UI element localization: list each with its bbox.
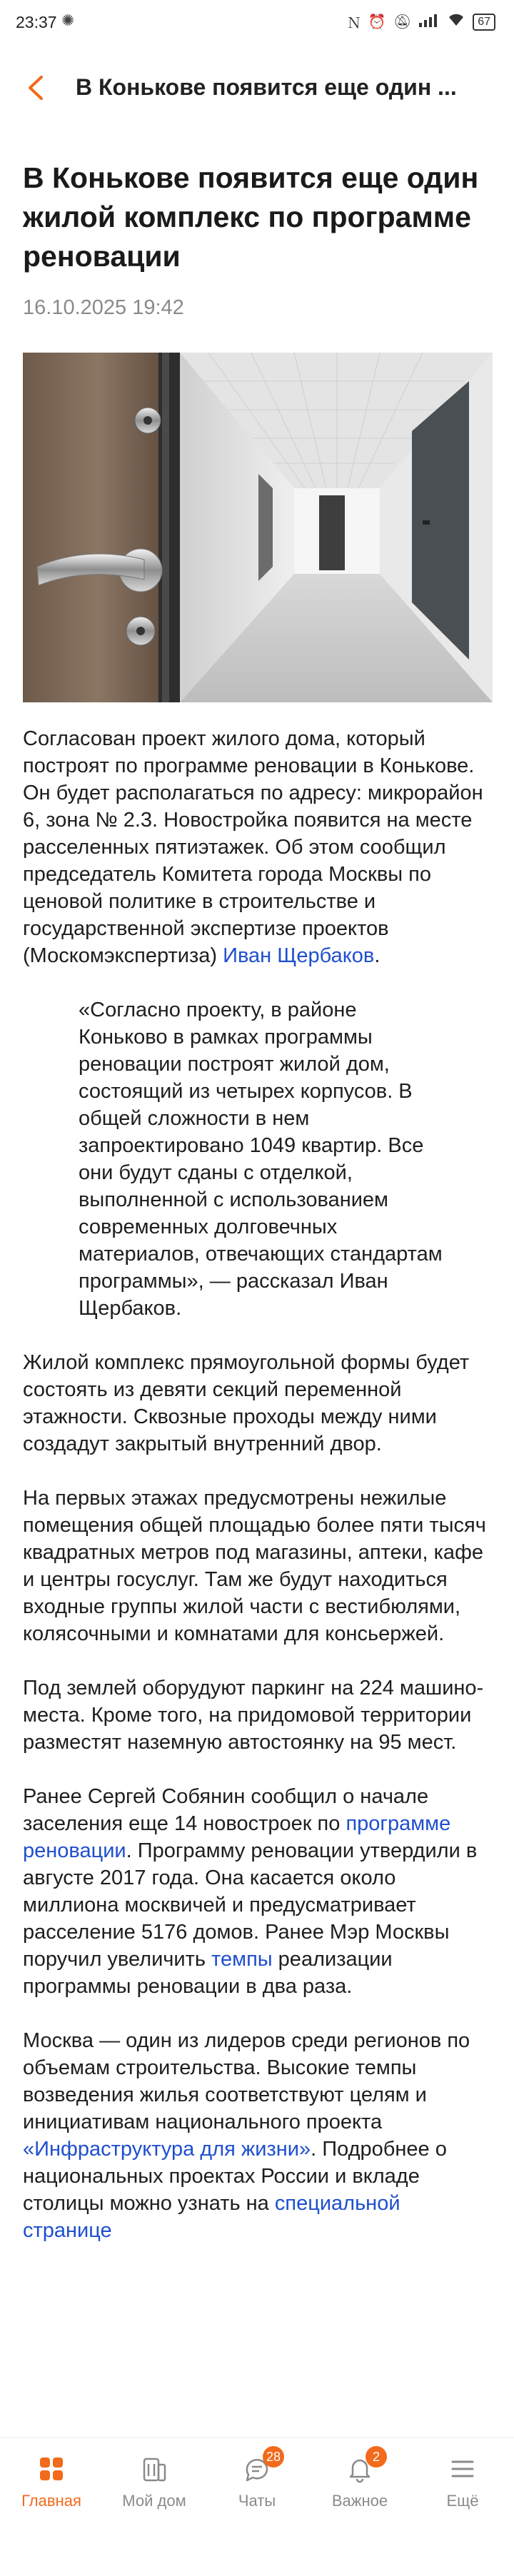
chevron-left-icon: [21, 70, 53, 106]
paragraph-text: Ранее Сергей Собянин сообщил о начале заселения еще 14 новостроек по: [23, 1785, 429, 1835]
article-body: [23, 725, 493, 2244]
article-paragraph: [23, 1783, 493, 2000]
tab-label: Важное: [331, 2492, 388, 2510]
tab-important[interactable]: [308, 2438, 411, 2523]
status-time: 23:37: [16, 13, 57, 31]
tab-my-home[interactable]: [103, 2438, 206, 2523]
menu-icon: [448, 2455, 477, 2483]
article-paragraph: [23, 725, 493, 969]
pace-link[interactable]: темпы: [211, 1948, 273, 1971]
corridor-photo: [23, 353, 493, 702]
tab-label: Главная: [21, 2492, 81, 2510]
wifi-icon: [447, 13, 465, 31]
paragraph-text: . Программу реновации утвердили в августе 2017 года. Она касается около миллиона москвичей и предусматривает расселение 5176 домов. Ранее Мэр Москвы поручил увеличить: [23, 1839, 478, 1971]
article-date: 16.10.2025 19:42: [23, 296, 184, 319]
paragraph-text: .: [374, 944, 381, 967]
paragraph-text: Согласован проект жилого дома, который построят по программе реновации в Конькове. Он будет располагаться по адресу: микрорайон 6, зона № 2.3. Новостройка появится на месте расселенных пятиэтажек. Об этом сообщил председатель Комитета города Москвы по ценовой политике в строительстве и государственной экспертизе проектов (Москомэкспертиза): [23, 727, 483, 967]
bottom-tab-bar: [0, 2437, 514, 2576]
paragraph-text: реализации программы реновации в два раза.: [23, 1948, 393, 1998]
article-paragraph: Жилой комплекс прямоугольной формы будет состоять из девяти секций переменной этажности. Сквозные проходы между ними создадут закрытый внутренний двор.: [23, 1351, 470, 1455]
tab-home[interactable]: [0, 2438, 103, 2523]
special-page-link[interactable]: специальной странице: [23, 2192, 400, 2242]
tab-label: Чаты: [238, 2492, 276, 2510]
silent-icon: 🔕︎: [393, 14, 412, 30]
tab-label: Ещё: [446, 2492, 479, 2510]
article-paragraph: [23, 2027, 493, 2244]
article-paragraph: На первых этажах предусмотрены нежилые помещения общей площадью более пяти тысяч квадратных метров под магазины, аптеки, кафе и центры госуслуг. Там же будут находиться входные группы жилой части с вестибюлями, колясочными и комнатами для консьержей.: [23, 1487, 486, 1645]
tab-label: Мой дом: [122, 2492, 186, 2510]
top-app-bar: [0, 46, 514, 130]
alarm-icon: ⏰: [368, 14, 386, 30]
paragraph-text: . Подробнее о национальных проектах России и вкладе столицы можно узнать на: [23, 2138, 447, 2215]
battery-icon: 67: [473, 14, 495, 31]
article-title: В Конькове появится еще один жилой комплекс по программе реновации: [23, 161, 479, 273]
article-quote: «Согласно проекту, в районе Коньково в рамках программы реновации построят жилой дом, состоящий из четырех корпусов. В общей сложности в нем запроектировано 1049 квартир. Все они будут сданы с отделкой, выполненной с использованием современных долговечных материалов, отвечающих стандартам программы», — рассказал Иван Щербаков.: [79, 999, 443, 1320]
status-bar: [0, 0, 514, 46]
status-icons: [347, 11, 495, 32]
article-paragraph: Под землей оборудуют паркинг на 224 машино-места. Кроме того, на придомовой территории разместят наземную автостоянку на 95 мест.: [23, 1677, 484, 1754]
nfc-icon: Ｎ: [346, 16, 361, 31]
weather-icon: ✺: [61, 11, 75, 29]
chats-badge: 28: [263, 2446, 284, 2468]
tab-chats[interactable]: [206, 2438, 308, 2523]
back-button[interactable]: [21, 70, 53, 106]
paragraph-text: Москва — один из лидеров среди регионов по объемам строительства. Высокие темпы возведения жилья соответствуют целям и инициативам национального проекта: [23, 2029, 470, 2133]
home-grid-icon: [37, 2455, 66, 2483]
renovation-program-link[interactable]: программе реновации: [23, 1812, 451, 1862]
person-link[interactable]: Иван Щербаков: [223, 944, 375, 967]
article-hero-image[interactable]: [23, 353, 493, 702]
tab-more[interactable]: [411, 2438, 514, 2523]
signal-icon: [418, 13, 440, 31]
header-title: В Конькове появится еще один ...: [76, 74, 457, 100]
building-icon: [140, 2455, 168, 2483]
important-badge: 2: [366, 2446, 387, 2468]
national-project-link[interactable]: «Инфраструктура для жизни»: [23, 2138, 311, 2161]
article: [23, 130, 493, 2244]
